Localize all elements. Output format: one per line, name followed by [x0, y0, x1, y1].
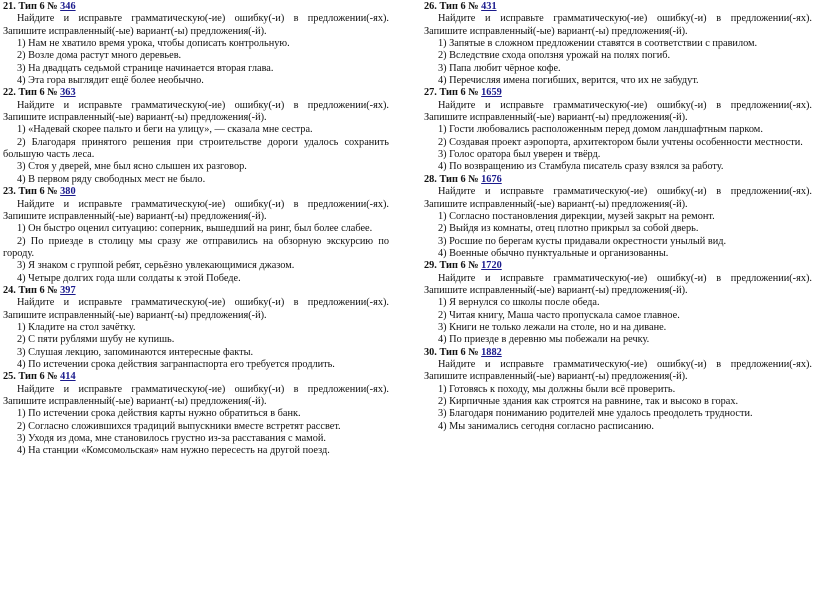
task-option: 3) Папа любит чёрное кофе.: [438, 62, 561, 74]
task-option: 3) Благодаря пониманию родителей мне удалось преодолеть трудности.: [438, 408, 753, 420]
task-label: 26. Тип 6 №: [424, 1, 479, 12]
task-option: 3) Уходя из дома, мне становилось грустно из-за расставания с мамой.: [17, 433, 326, 445]
left-column: [3, 1, 389, 458]
task-option: 1) По истечении срока действия карты нужно обратиться в банк.: [17, 408, 301, 420]
task-instruction: Найдите и исправьте грамматическую(-ие) ошибку(-и) в предложении(-ях). Запишите исправленный(-ые) вариант(-ы) предложения(-й).: [3, 297, 389, 321]
task-block: [424, 87, 812, 173]
task-title: [3, 87, 389, 99]
task-instruction: Найдите и исправьте грамматическую(-ие) ошибку(-и) в предложении(-ях). Запишите исправленный(-ые) вариант(-ы) предложения(-й).: [424, 272, 812, 296]
task-option: 4) Военные обычно пунктуальные и организованны.: [438, 247, 669, 259]
task-option: 4) Мы занимались сегодня согласно расписанию.: [438, 420, 654, 432]
task-number-link[interactable]: 1720: [481, 260, 502, 272]
task-option: 3) На двадцать седьмой странице начинается вторая глава.: [17, 62, 274, 74]
task-title: [424, 260, 812, 272]
task-option: 2) Кирпичные здания как строятся на равнине, так и высоко в горах.: [438, 396, 739, 407]
task-number-link[interactable]: 380: [60, 186, 76, 198]
task-instruction: Найдите и исправьте грамматическую(-ие) ошибку(-и) в предложении(-ях). Запишите исправленный(-ые) вариант(-ы) предложения(-й).: [3, 13, 389, 37]
task-label: 24. Тип 6 №: [3, 284, 58, 296]
task-option: 1) Запятые в сложном предложении ставятся в соответствии с правилом.: [438, 38, 758, 50]
task-title: [3, 1, 389, 13]
task-instruction: Найдите и исправьте грамматическую(-ие) ошибку(-и) в предложении(-ях). Запишите исправленный(-ые) вариант(-ы) предложения(-й).: [424, 99, 812, 124]
task-number-link[interactable]: 346: [60, 1, 76, 12]
task-label: 22. Тип 6 №: [3, 87, 58, 99]
task-title: [424, 347, 812, 359]
right-column: [424, 1, 812, 433]
task-option: 4) В первом ряду свободных мест не было.: [17, 173, 206, 185]
task-option: 3) Книги не только лежали на столе, но и на диване.: [438, 321, 667, 333]
task-block: [424, 1, 812, 87]
task-option: 3) Голос оратора был уверен и твёрд.: [438, 149, 601, 161]
task-option: 2) Читая книгу, Маша часто пропускала самое главное.: [438, 309, 680, 321]
task-option: 1) Он быстро оценил ситуацию: соперник, вышедший на ринг, был более слабее.: [17, 223, 373, 235]
task-number-link[interactable]: 363: [60, 87, 76, 99]
task-instruction: Найдите и исправьте грамматическую(-ие) ошибку(-и) в предложении(-ях). Запишите исправленный(-ые) вариант(-ы) предложения(-й).: [3, 198, 389, 222]
task-option: 4) По возвращению из Стамбула писатель сразу взялся за работу.: [438, 161, 724, 173]
task-option: 1) «Надевай скорее пальто и беги на улицу», — сказала мне сестра.: [17, 124, 313, 136]
task-block: [3, 186, 389, 285]
task-number-link[interactable]: 414: [60, 371, 76, 383]
task-title: [424, 87, 812, 99]
task-option: 4) Эта гора выглядит ещё более необычно.: [17, 75, 204, 87]
task-option: 3) Слушая лекцию, запоминаются интересные факты.: [17, 346, 254, 358]
task-block: [424, 260, 812, 346]
task-label: 29. Тип 6 №: [424, 260, 479, 272]
task-label: 23. Тип 6 №: [3, 186, 58, 198]
task-option: 2) Согласно сложившихся традиций выпускники вместе встретят рассвет.: [17, 420, 341, 432]
task-option: 1) Я вернулся со школы после обеда.: [438, 297, 600, 309]
task-label: 30. Тип 6 №: [424, 346, 479, 358]
task-option: 1) Согласно постановления дирекции, музей закрыт на ремонт.: [438, 210, 715, 222]
task-title: [3, 186, 389, 198]
task-option: 2) Благодаря принятого решения при строительстве дороги удалось сохранить большую часть леса.: [3, 136, 389, 161]
task-title: [424, 1, 812, 13]
task-label: 27. Тип 6 №: [424, 87, 479, 99]
task-option: 4) На станции «Комсомольская» нам нужно пересесть на другой поезд.: [17, 445, 330, 457]
task-number-link[interactable]: 431: [481, 1, 497, 12]
task-option: 4) Перечисляя имена погибших, верится, что их не забудут.: [438, 75, 699, 87]
task-title: [3, 285, 389, 297]
task-option: 4) По приезде в деревню мы побежали на речку.: [438, 334, 650, 346]
task-option: 4) Четыре долгих года шли солдаты к этой Победе.: [17, 272, 241, 284]
task-option: 1) Кладите на стол зачётку.: [17, 321, 136, 333]
task-option: 2) По приезде в столицу мы сразу же отправились на обзорную экскурсию по городу.: [3, 235, 389, 259]
task-number-link[interactable]: 397: [60, 284, 76, 296]
task-title: [424, 174, 812, 186]
task-option: 1) Готовясь к походу, мы должны были всё проверить.: [438, 383, 676, 395]
task-block: [424, 174, 812, 260]
task-instruction: Найдите и исправьте грамматическую(-ие) ошибку(-и) в предложении(-ях). Запишите исправленный(-ые) вариант(-ы) предложения(-й).: [424, 186, 812, 210]
task-option: 2) Выйдя из комнаты, отец плотно прикрыл за собой дверь.: [438, 223, 699, 235]
task-instruction: Найдите и исправьте грамматическую(-ие) ошибку(-и) в предложении(-ях). Запишите исправленный(-ые) вариант(-ы) предложения(-й).: [424, 13, 812, 37]
task-option: 2) С пяти рублями шубу не купишь.: [17, 334, 175, 346]
task-option: 1) Гости любовались расположенным перед домом ландшафтным парком.: [438, 124, 763, 136]
task-option: 2) Вследствие схода оползня урожай на полях погиб.: [438, 50, 671, 62]
task-option: 2) Возле дома растут много деревьев.: [17, 50, 182, 62]
task-block: [3, 87, 389, 186]
task-instruction: Найдите и исправьте грамматическую(-ие) ошибку(-и) в предложении(-ях). Запишите исправленный(-ые) вариант(-ы) предложения(-й).: [424, 358, 812, 383]
task-block: [3, 285, 389, 371]
task-block: [3, 1, 389, 87]
task-number-link[interactable]: 1676: [481, 173, 502, 185]
task-option: 3) Я знаком с группой ребят, серьёзно увлекающимися джазом.: [17, 260, 295, 272]
task-block: [424, 347, 812, 433]
task-option: 4) По истечении срока действия загранпаспорта его требуется продлить.: [17, 358, 335, 370]
task-instruction: Найдите и исправьте грамматическую(-ие) ошибку(-и) в предложении(-ях). Запишите исправленный(-ые) вариант(-ы) предложения(-й).: [3, 383, 389, 407]
task-block: [3, 371, 389, 457]
task-instruction: Найдите и исправьте грамматическую(-ие) ошибку(-и) в предложении(-ях). Запишите исправленный(-ые) вариант(-ы) предложения(-й).: [3, 99, 389, 124]
task-label: 28. Тип 6 №: [424, 173, 479, 185]
task-label: 25. Тип 6 №: [3, 371, 58, 383]
task-number-link[interactable]: 1882: [481, 346, 502, 358]
task-title: [3, 371, 389, 383]
task-option: 3) Стоя у дверей, мне был ясно слышен их разговор.: [17, 161, 247, 173]
task-option: 1) Нам не хватило время урока, чтобы дописать контрольную.: [17, 38, 290, 50]
task-label: 21. Тип 6 №: [3, 1, 58, 12]
task-number-link[interactable]: 1659: [481, 87, 502, 99]
task-option: 3) Росшие по берегам кусты придавали окрестности унылый вид.: [438, 235, 727, 247]
task-option: 2) Создавая проект аэропорта, архитектором были учтены особенности местности.: [438, 136, 803, 148]
